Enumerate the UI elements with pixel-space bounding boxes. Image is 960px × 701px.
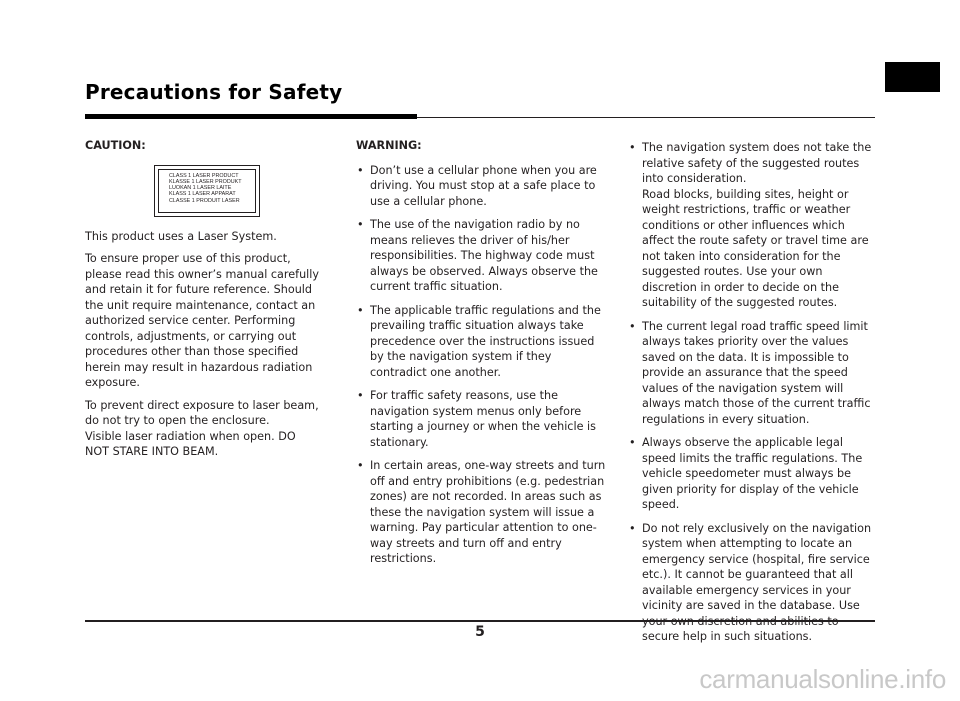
caution-column [85, 138, 323, 467]
warning-heading: WARNING: [356, 139, 422, 152]
caution-heading: CAUTION: [85, 139, 146, 152]
footer-divider [85, 620, 875, 622]
laser-label-line: CLASSE 1 PRODUIT LASER [169, 197, 240, 204]
right-column [628, 140, 878, 653]
section-tab-marker [885, 62, 940, 92]
warning-item: • The applicable traffic regulations and the prevailing traffic situation always take precedence over the instructions issued by the navigation system if they contradict one another. [356, 303, 606, 381]
warning-item: • The use of the navigation radio by no means relieves the driver of his/her responsibilities. The highway code must always be observed. Always observe the current traffic situation. [356, 217, 606, 295]
warning-item: • In certain areas, one-way streets and turn off and entry prohibitions (e.g. pedestrian zones) are not recorded. In areas such as these the navigation system will issue a warning. Pay particular attention to one-way streets and turn off and entry restrictions. [356, 458, 606, 567]
title-divider-accent [85, 114, 417, 119]
warning-item: • For traffic safety reasons, use the navigation system menus only before starting a journey or when the vehicle is stationary. [356, 388, 606, 450]
caution-paragraph: Visible laser radiation when open. DO NOT STARE INTO BEAM. [85, 429, 296, 458]
laser-label-line: CLASS 1 LASER PRODUCT [169, 172, 239, 179]
right-item: • The current legal road traffic speed limit always takes priority over the values saved on the data. It is impossible to provide an assurance that the speed values of the navigation system will always match those of the current traffic regulations in every situation. [628, 319, 878, 428]
laser-label-line: KLASSE 1 LASER PRODUKT [169, 178, 242, 185]
page-number: 5 [475, 624, 485, 640]
laser-label-line: LUOKAN 1 LASER LAITE [169, 185, 232, 192]
page-title: Precautions for Safety [85, 80, 343, 104]
watermark: carmanualsonline.info [699, 664, 946, 694]
warning-column [356, 138, 606, 575]
warning-list [356, 163, 606, 567]
caution-paragraph: To ensure proper use of this product, please read this owner’s manual carefully and retain it for future reference. Should the unit require maintenance, contact an authorized service center. Performing controls, adjustments, or carrying out procedures other than those specified herein may result in hazardous radiation exposure. [85, 252, 320, 389]
right-item: • Always observe the applicable legal speed limits the traffic regulations. The vehicle speedometer must always be given priority for display of the vehicle speed. [628, 435, 878, 513]
caution-paragraph: To prevent direct exposure to laser beam, do not try to open the enclosure. [85, 398, 319, 427]
caution-paragraph: This product uses a Laser System. [85, 229, 277, 243]
right-item: • Do not rely exclusively on the navigation system when attempting to locate an emergency service (hospital, fire service etc.). It cannot be guaranteed that all available emergency services in your vicinity are saved in the database. Use secure help in such situations. [628, 521, 878, 645]
laser-label-line: KLASS 1 LASER APPARAT [169, 191, 236, 198]
right-list [628, 140, 878, 645]
warning-item: • Don’t use a cellular phone when you are driving. You must stop at a safe place to use a cellular phone. [356, 163, 606, 210]
right-item: • The navigation system does not take the relative safety of the suggested routes into consideration. Road blocks, building sites, height or weight restrictions, traffic or weather conditions or other influences which affect the route safety or travel time are not taken into consideration for the suggested routes. Use your own discretion in order to decide on the suitability of the suggested routes. [628, 140, 878, 311]
laser-product-label [154, 165, 260, 217]
laser-label-inner [158, 169, 256, 213]
